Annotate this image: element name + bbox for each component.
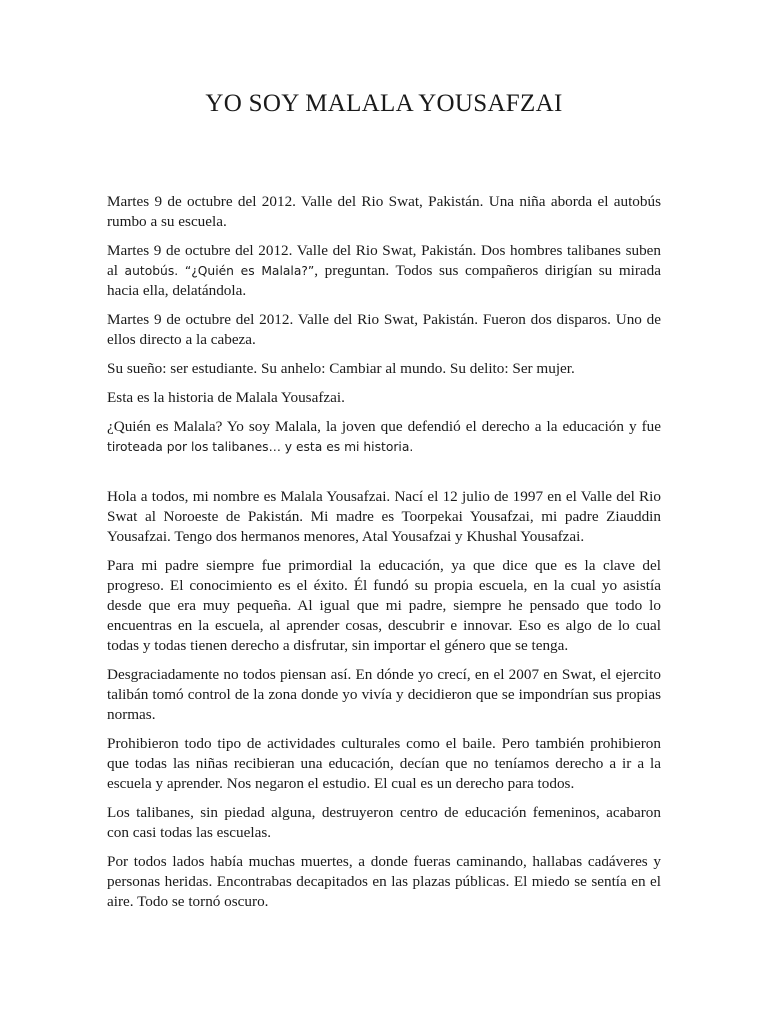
paragraph: Martes 9 de octubre del 2012. Valle del Rio Swat, Pakistán. Una niña aborda el autobús rumbo a su escuela.	[107, 193, 661, 230]
inline-quote: autobús. “¿Quién es Malala?”	[124, 264, 315, 278]
document-title: YO SOY MALALA YOUSAFZAI	[205, 90, 563, 117]
paragraph: Esta es la historia de Malala Yousafzai.	[107, 389, 345, 406]
document-body	[107, 192, 661, 921]
paragraph: Por todos lados había muchas muertes, a donde fueras caminando, hallabas cadáveres y personas heridas. Encontrabas decapitados en las plazas públicas. El miedo se sentía en el aire. Todo se tornó oscuro.	[107, 853, 661, 910]
paragraph: Martes 9 de octubre del 2012. Valle del Rio Swat, Pakistán. Fueron dos disparos. Uno de ellos directo a la cabeza.	[107, 311, 661, 348]
paragraph: Los talibanes, sin piedad alguna, destruyeron centro de educación femeninos, acabaron con casi todas las escuelas.	[107, 804, 661, 841]
paragraph: Desgraciadamente no todos piensan así. En dónde yo crecí, en el 2007 en Swat, el ejercito talibán tomó control de la zona donde yo vivía y decidieron que se impondrían sus propias normas.	[107, 666, 661, 723]
paragraph: Su sueño: ser estudiante. Su anhelo: Cambiar al mundo. Su delito: Ser mujer.	[107, 360, 575, 377]
paragraph: Para mi padre siempre fue primordial la educación, ya que dice que es la clave del progreso. El conocimiento es el éxito. Él fundó su propia escuela, en la cual yo asistía desde que era muy pequeña. Al igual que mi padre, siempre he pensado que todo lo encuentras en la escuela, al aprender cosas, descubrir e innovar. Eso es algo de lo cual todas y todas tienen derecho a disfrutar, sin importar el género que se tenga.	[107, 557, 661, 654]
inline-sans-text: tiroteada por los talibanes… y esta es mi historia.	[107, 440, 414, 454]
paragraph: ¿Quién es Malala? Yo soy Malala, la joven que defendió el derecho a la educación y fue tiroteada por los talibanes… y esta es mi historia.	[107, 418, 661, 454]
paragraph: Prohibieron todo tipo de actividades culturales como el baile. Pero también prohibieron que todas las niñas recibieran una educación, decían que no teníamos derecho a ir a la escuela y aprender. Nos negaron el estudio. El cual es un derecho para todos.	[107, 735, 661, 792]
paragraph: Hola a todos, mi nombre es Malala Yousafzai. Nací el 12 julio de 1997 en el Valle del Rio Swat al Noroeste de Pakistán. Mi madre es Toorpekai Yousafzai, mi padre Ziauddin Yousafzai. Tengo dos hermanos menores, Atal Yousafzai y Khushal Yousafzai.	[107, 488, 661, 545]
paragraph: Martes 9 de octubre del 2012. Valle del Rio Swat, Pakistán. Dos hombres talibanes suben al autobús. “¿Quién es Malala?”, preguntan. Todos sus compañeros dirigían su mirada hacia ella, delatándola.	[107, 242, 661, 299]
